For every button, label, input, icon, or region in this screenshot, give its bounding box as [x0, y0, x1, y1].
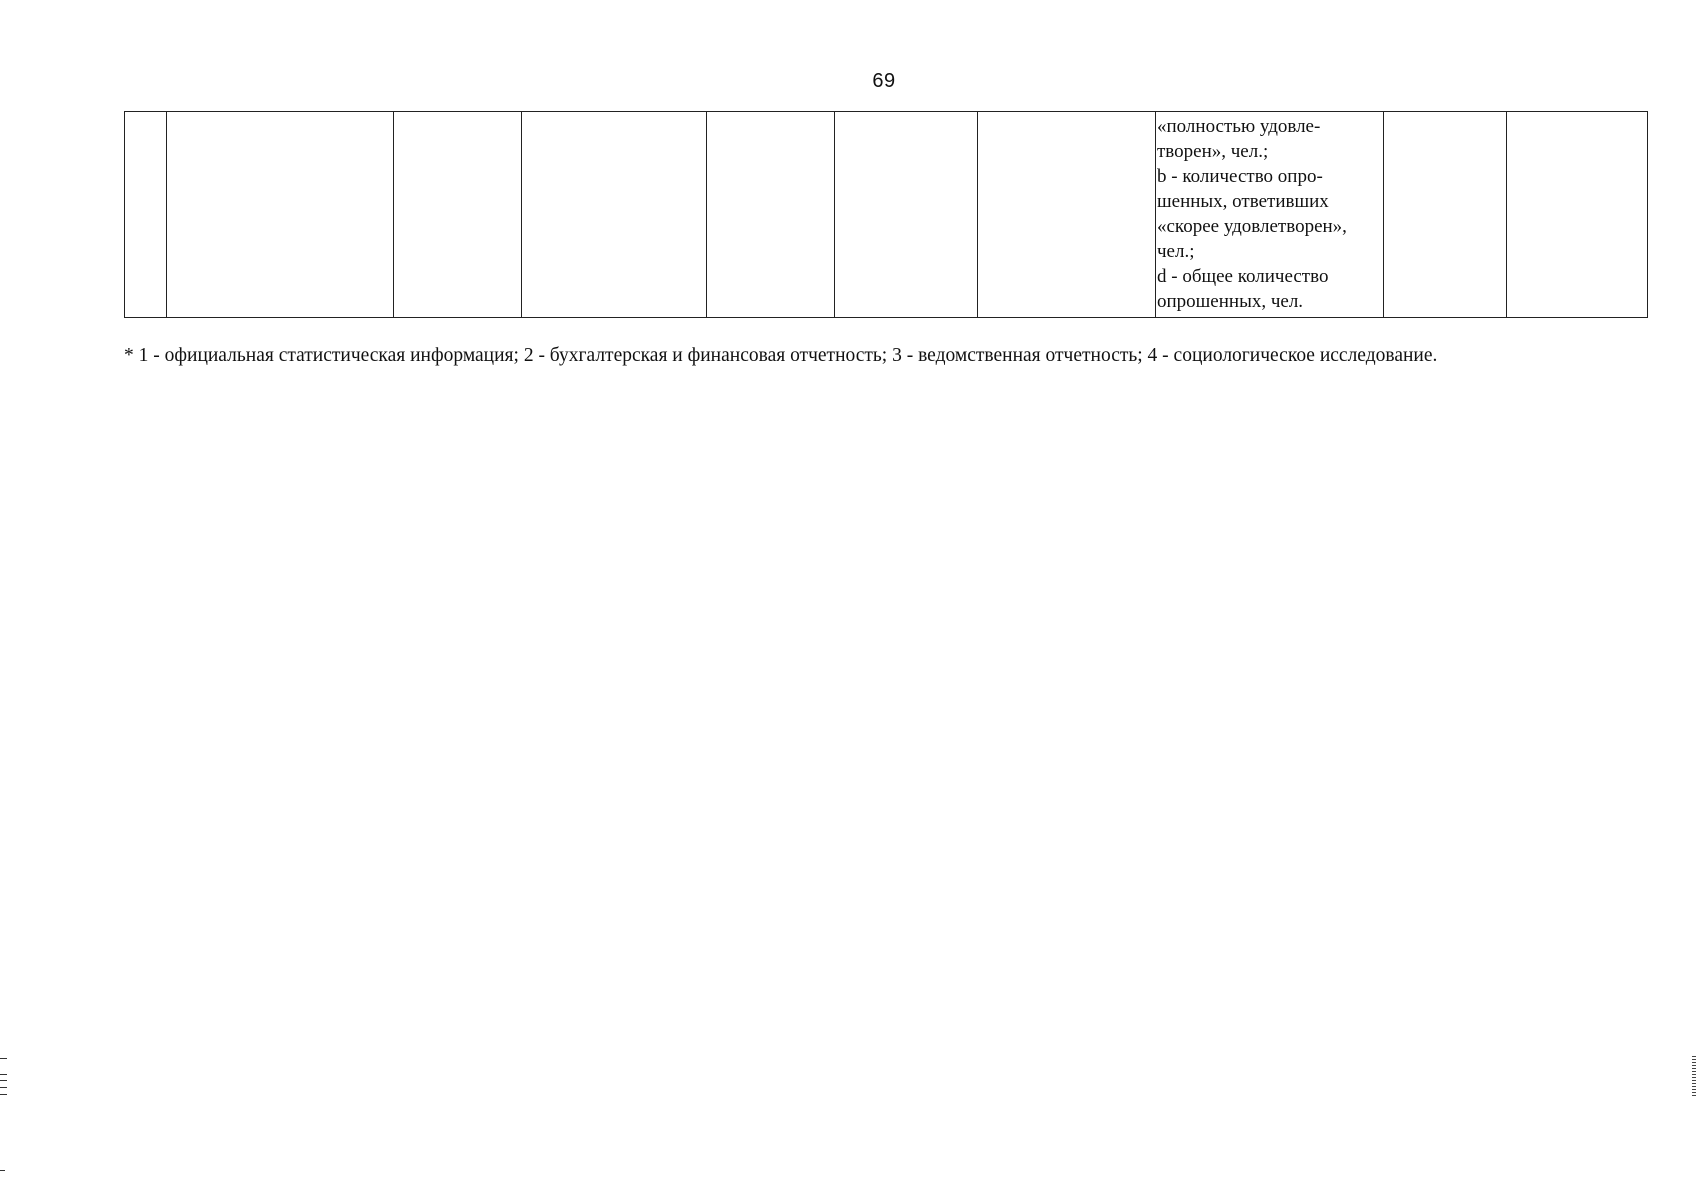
scan-edge-mark-left [0, 1080, 7, 1081]
table-cell-col-4 [522, 112, 707, 318]
calculation-line: шенных, ответивших [1157, 191, 1329, 212]
calculation-line: «скорее удовлетворен», [1157, 216, 1347, 237]
table-cell-calculation-method [1156, 112, 1384, 318]
page-number: 69 [872, 70, 896, 92]
scan-edge-mark-right [1692, 1056, 1696, 1096]
calculation-line: опрошенных, чел. [1157, 291, 1304, 312]
table-cell-unit [394, 112, 522, 318]
calculation-line: d - общее количество [1157, 266, 1329, 287]
table-cell-col-5 [707, 112, 835, 318]
calculation-method-text [1156, 112, 1383, 314]
table-cell-responsible [1507, 112, 1648, 318]
table-cell-col-6 [835, 112, 978, 318]
table-cell-indicator [167, 112, 394, 318]
scan-edge-mark-left [0, 1087, 7, 1088]
scan-edge-mark-left [0, 1170, 5, 1171]
scan-edge-mark-left [0, 1058, 7, 1059]
calculation-line: b - количество опро- [1157, 166, 1323, 187]
calculation-line: чел.; [1157, 241, 1195, 262]
indicator-table [124, 111, 1648, 318]
calculation-line: творен», чел.; [1157, 141, 1269, 162]
calculation-line: «полностью удовле- [1157, 116, 1321, 137]
scan-edge-mark-left [0, 1074, 7, 1075]
scan-edge-mark-left [0, 1094, 7, 1095]
table-cell-number [125, 112, 167, 318]
table-cell-source [1384, 112, 1507, 318]
table-cell-col-7 [978, 112, 1156, 318]
indicator-table-fragment [124, 111, 1647, 318]
footnote: * 1 - официальная статистическая информация; 2 - бухгалтерская и финансовая отчетность; 3 - ведомственная отчетность; 4 - социологическое исследование. [124, 345, 1438, 366]
table-row [125, 112, 1648, 318]
